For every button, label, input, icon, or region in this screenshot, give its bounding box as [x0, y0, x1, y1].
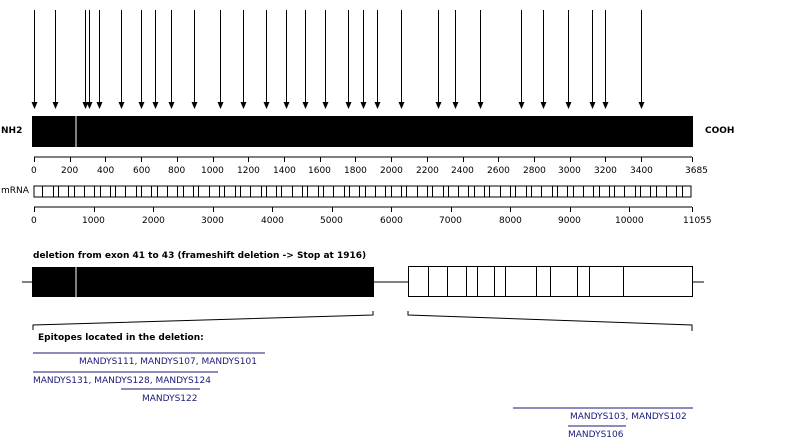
epitope-link-mandys102[interactable]: MANDYS102: [631, 412, 687, 422]
epitope-link-mandys106[interactable]: MANDYS106: [568, 430, 624, 440]
epitope-arrow-head: [519, 102, 525, 109]
nh2-label: NH2: [1, 126, 23, 136]
epitope-arrow-head: [453, 102, 459, 109]
mrna-label: mRNA: [1, 186, 29, 196]
mrna-tick-label: 1000: [82, 216, 105, 226]
mrna-tick-label: 4000: [261, 216, 284, 226]
epitope-arrow-head: [139, 102, 145, 109]
mrna-tick-label: 5000: [320, 216, 343, 226]
mrna-tick-label: 9000: [558, 216, 581, 226]
epitope-arrow-head: [436, 102, 442, 109]
epitope-arrow-head: [303, 102, 309, 109]
cooh-label: COOH: [705, 126, 735, 136]
epitope-arrow-head: [169, 102, 175, 109]
epitope-arrow-head: [97, 102, 103, 109]
mrna-strip: [34, 186, 691, 197]
epitope-link-mandys128[interactable]: MANDYS128: [94, 376, 150, 386]
mrna-tick-label: 3000: [201, 216, 224, 226]
epitope-arrow-head: [32, 102, 38, 109]
epitope-arrow-head: [53, 102, 59, 109]
mrna-tick-label: 10000: [615, 216, 644, 226]
protein-tick-label: 1600: [308, 166, 331, 176]
mrna-scale-ticks: [35, 207, 693, 212]
mrna-end-tick-label: 11055: [683, 216, 712, 226]
epitope-arrow-head: [87, 102, 93, 109]
protein-tick-label: 3000: [558, 166, 581, 176]
epitope-arrow-head: [284, 102, 290, 109]
protein-end-tick-label: 3685: [685, 166, 708, 176]
protein-tick-label: 2000: [380, 166, 403, 176]
zoom-bracket-right: [408, 311, 692, 331]
epitope-link-mandys101[interactable]: MANDYS101: [201, 357, 257, 367]
epitope-arrow-head: [639, 102, 645, 109]
protein-tick-label: 800: [168, 166, 186, 176]
protein-tick-label: 1400: [273, 166, 296, 176]
epitope-arrow-head: [375, 102, 381, 109]
protein-tick-label: 400: [97, 166, 115, 176]
protein-tick-label: 200: [61, 166, 79, 176]
epitope-arrow-head: [590, 102, 596, 109]
protein-tick-label: 2800: [523, 166, 546, 176]
epitope-link-mandys122[interactable]: MANDYS122: [142, 394, 198, 404]
epitope-arrow-head: [323, 102, 329, 109]
epitope-arrow-head: [541, 102, 547, 109]
epitope-group-5: [568, 430, 623, 441]
epitope-arrow-head: [399, 102, 405, 109]
epitope-link-mandys111[interactable]: MANDYS111: [79, 357, 135, 367]
deletion-title: deletion from exon 41 to 43 (frameshift deletion -> Stop at 1916): [33, 251, 367, 261]
epitope-arrow-head: [192, 102, 198, 109]
epitope-arrow-head: [478, 102, 484, 109]
epitopes-title: Epitopes located in the deletion:: [38, 333, 204, 343]
epitope-arrow-head: [566, 102, 572, 109]
protein-tick-label: 1800: [344, 166, 367, 176]
epitope-arrow-head: [119, 102, 125, 109]
mrna-tick-label: 0: [31, 216, 37, 226]
protein-tick-label: 2200: [416, 166, 439, 176]
protein-tick-label: 1200: [237, 166, 260, 176]
protein-bar: [32, 116, 693, 147]
protein-tick-label: 0: [31, 166, 37, 176]
epitope-link-mandys103[interactable]: MANDYS103: [570, 412, 626, 422]
epitope-arrow-head: [241, 102, 247, 109]
protein-tick-label: 3200: [594, 166, 617, 176]
mrna-tick-label: 6000: [380, 216, 403, 226]
protein-tick-label: 2400: [451, 166, 474, 176]
mrna-tick-label: 8000: [499, 216, 522, 226]
epitope-arrows: [32, 10, 645, 109]
epitope-group-4: MANDYS103, MANDYS102: [570, 412, 687, 422]
epitope-arrow-head: [218, 102, 224, 109]
mrna-tick-label: 7000: [439, 216, 462, 226]
zoom-bracket-left: [33, 311, 373, 330]
protein-scale-ticks: [35, 157, 693, 162]
epitope-arrow-head: [264, 102, 270, 109]
protein-tick-label: 3400: [630, 166, 653, 176]
epitope-arrow-head: [153, 102, 159, 109]
epitope-group-3: [142, 394, 197, 405]
protein-tick-label: 2600: [487, 166, 510, 176]
protein-tick-label: 600: [133, 166, 151, 176]
deletion-retained-segment: [32, 267, 374, 297]
epitope-group-2: MANDYS131, MANDYS128, MANDYS124: [33, 376, 211, 386]
epitope-arrow-head: [346, 102, 352, 109]
epitope-link-mandys107[interactable]: MANDYS107: [140, 357, 196, 367]
epitope-group-1: MANDYS111, MANDYS107, MANDYS101: [79, 357, 257, 367]
protein-tick-label: 1000: [201, 166, 224, 176]
epitope-arrow-head: [361, 102, 367, 109]
epitope-link-mandys131[interactable]: MANDYS131: [33, 376, 89, 386]
mrna-tick-label: 2000: [142, 216, 165, 226]
epitope-arrow-head: [603, 102, 609, 109]
epitope-link-mandys124[interactable]: MANDYS124: [155, 376, 211, 386]
